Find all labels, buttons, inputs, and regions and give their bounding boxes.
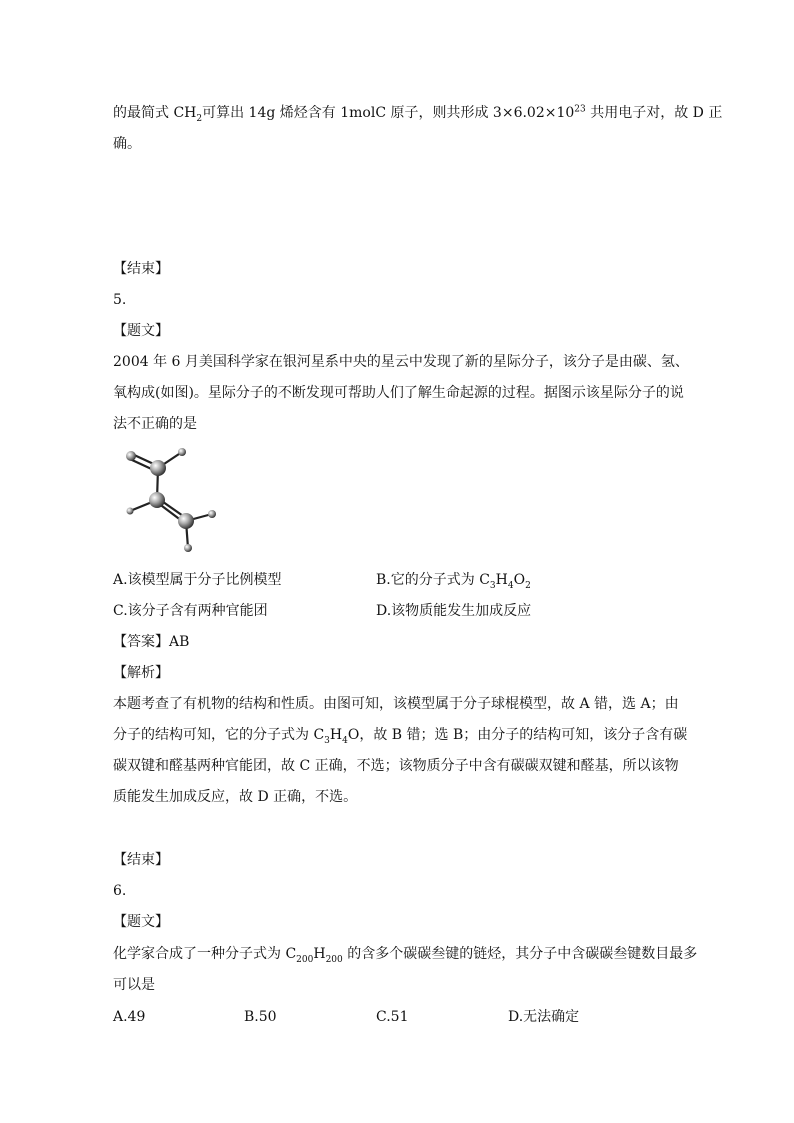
q5-analysis-line-2 [113, 725, 687, 745]
q5-analysis-line-4: 质能发生加成反应，故 D 正确，不选。 [113, 789, 358, 805]
text: H [313, 946, 326, 962]
subscript: 200 [325, 954, 343, 965]
ball-and-stick-molecule-image [110, 440, 230, 560]
q5-analysis-tag: 【解析】 [113, 665, 169, 681]
q5-option-a: A.该模型属于分子比例模型 [113, 572, 282, 588]
q6-option-b: B.50 [244, 1009, 277, 1025]
text: H [329, 727, 343, 743]
q5-stem-tag: 【题文】 [113, 323, 169, 339]
q6-option-d: D.无法确定 [508, 1009, 580, 1025]
q5-option-c: C.该分子含有两种官能团 [113, 603, 268, 619]
q4-tail-line-2: 确。 [113, 136, 141, 152]
subscript: 2 [525, 580, 531, 591]
subscript: 3 [489, 580, 496, 591]
q5-answer: 【答案】AB [113, 634, 190, 650]
q5-option-b [376, 570, 531, 590]
q5-option-d: D.该物质能发生加成反应 [376, 603, 532, 619]
subscript: 3 [324, 735, 330, 746]
subscript: 2 [196, 113, 203, 124]
q6-stem-line-2: 可以是 [113, 977, 155, 993]
text: O [513, 572, 526, 588]
text: 共用电子对，故 D 正 [585, 105, 723, 121]
q6-number: 6. [113, 883, 127, 899]
q5-number: 5. [113, 292, 127, 308]
q5-stem-line-2: 氧构成(如图)。星际分子的不断发现可帮助人们了解生命起源的过程。据图示该星际分子的说 [113, 385, 684, 401]
text: 化学家合成了一种分子式为 C [113, 946, 297, 962]
text: 的含多个碳碳叁键的链烃，其分子中含碳碳叁键数目最多 [342, 946, 698, 962]
text: H [495, 572, 508, 588]
subscript: 4 [507, 580, 514, 591]
q6-stem-line-1 [113, 944, 697, 964]
superscript: 23 [574, 104, 586, 115]
subscript: 4 [342, 735, 348, 746]
text: 可算出 14g 烯烃含有 1molC 原子，则共形成 3×6.02×10 [202, 105, 575, 121]
q4-end-tag: 【结束】 [113, 261, 169, 277]
q5-analysis-line-3: 碳双键和醛基两种官能团，故 C 正确，不选；该物质分子中含有碳碳双键和醛基，所以该物 [113, 758, 679, 774]
q5-stem-line-1: 2004 年 6 月美国科学家在银河星系中央的星云中发现了新的星际分子，该分子是由碳、氢、 [113, 354, 689, 370]
text: 分子的结构可知，它的分子式为 C [113, 727, 325, 743]
text: B.它的分子式为 C [376, 572, 490, 588]
q6-option-c: C.51 [376, 1009, 409, 1025]
text: O，故 B 错；选 B；由分子的结构可知，该分子含有碳 [347, 727, 688, 743]
q5-end-tag: 【结束】 [113, 852, 169, 868]
q5-stem-line-3: 法不正确的是 [113, 416, 197, 432]
q5-analysis-line-1: 本题考查了有机物的结构和性质。由图可知，该模型属于分子球棍模型，故 A 错，选 A；由 [113, 696, 679, 712]
text: 的最简式 CH [113, 105, 197, 121]
subscript: 200 [296, 954, 314, 965]
q6-option-a: A.49 [113, 1009, 146, 1025]
q4-tail-line-1 [113, 103, 722, 123]
q6-stem-tag: 【题文】 [113, 914, 169, 930]
